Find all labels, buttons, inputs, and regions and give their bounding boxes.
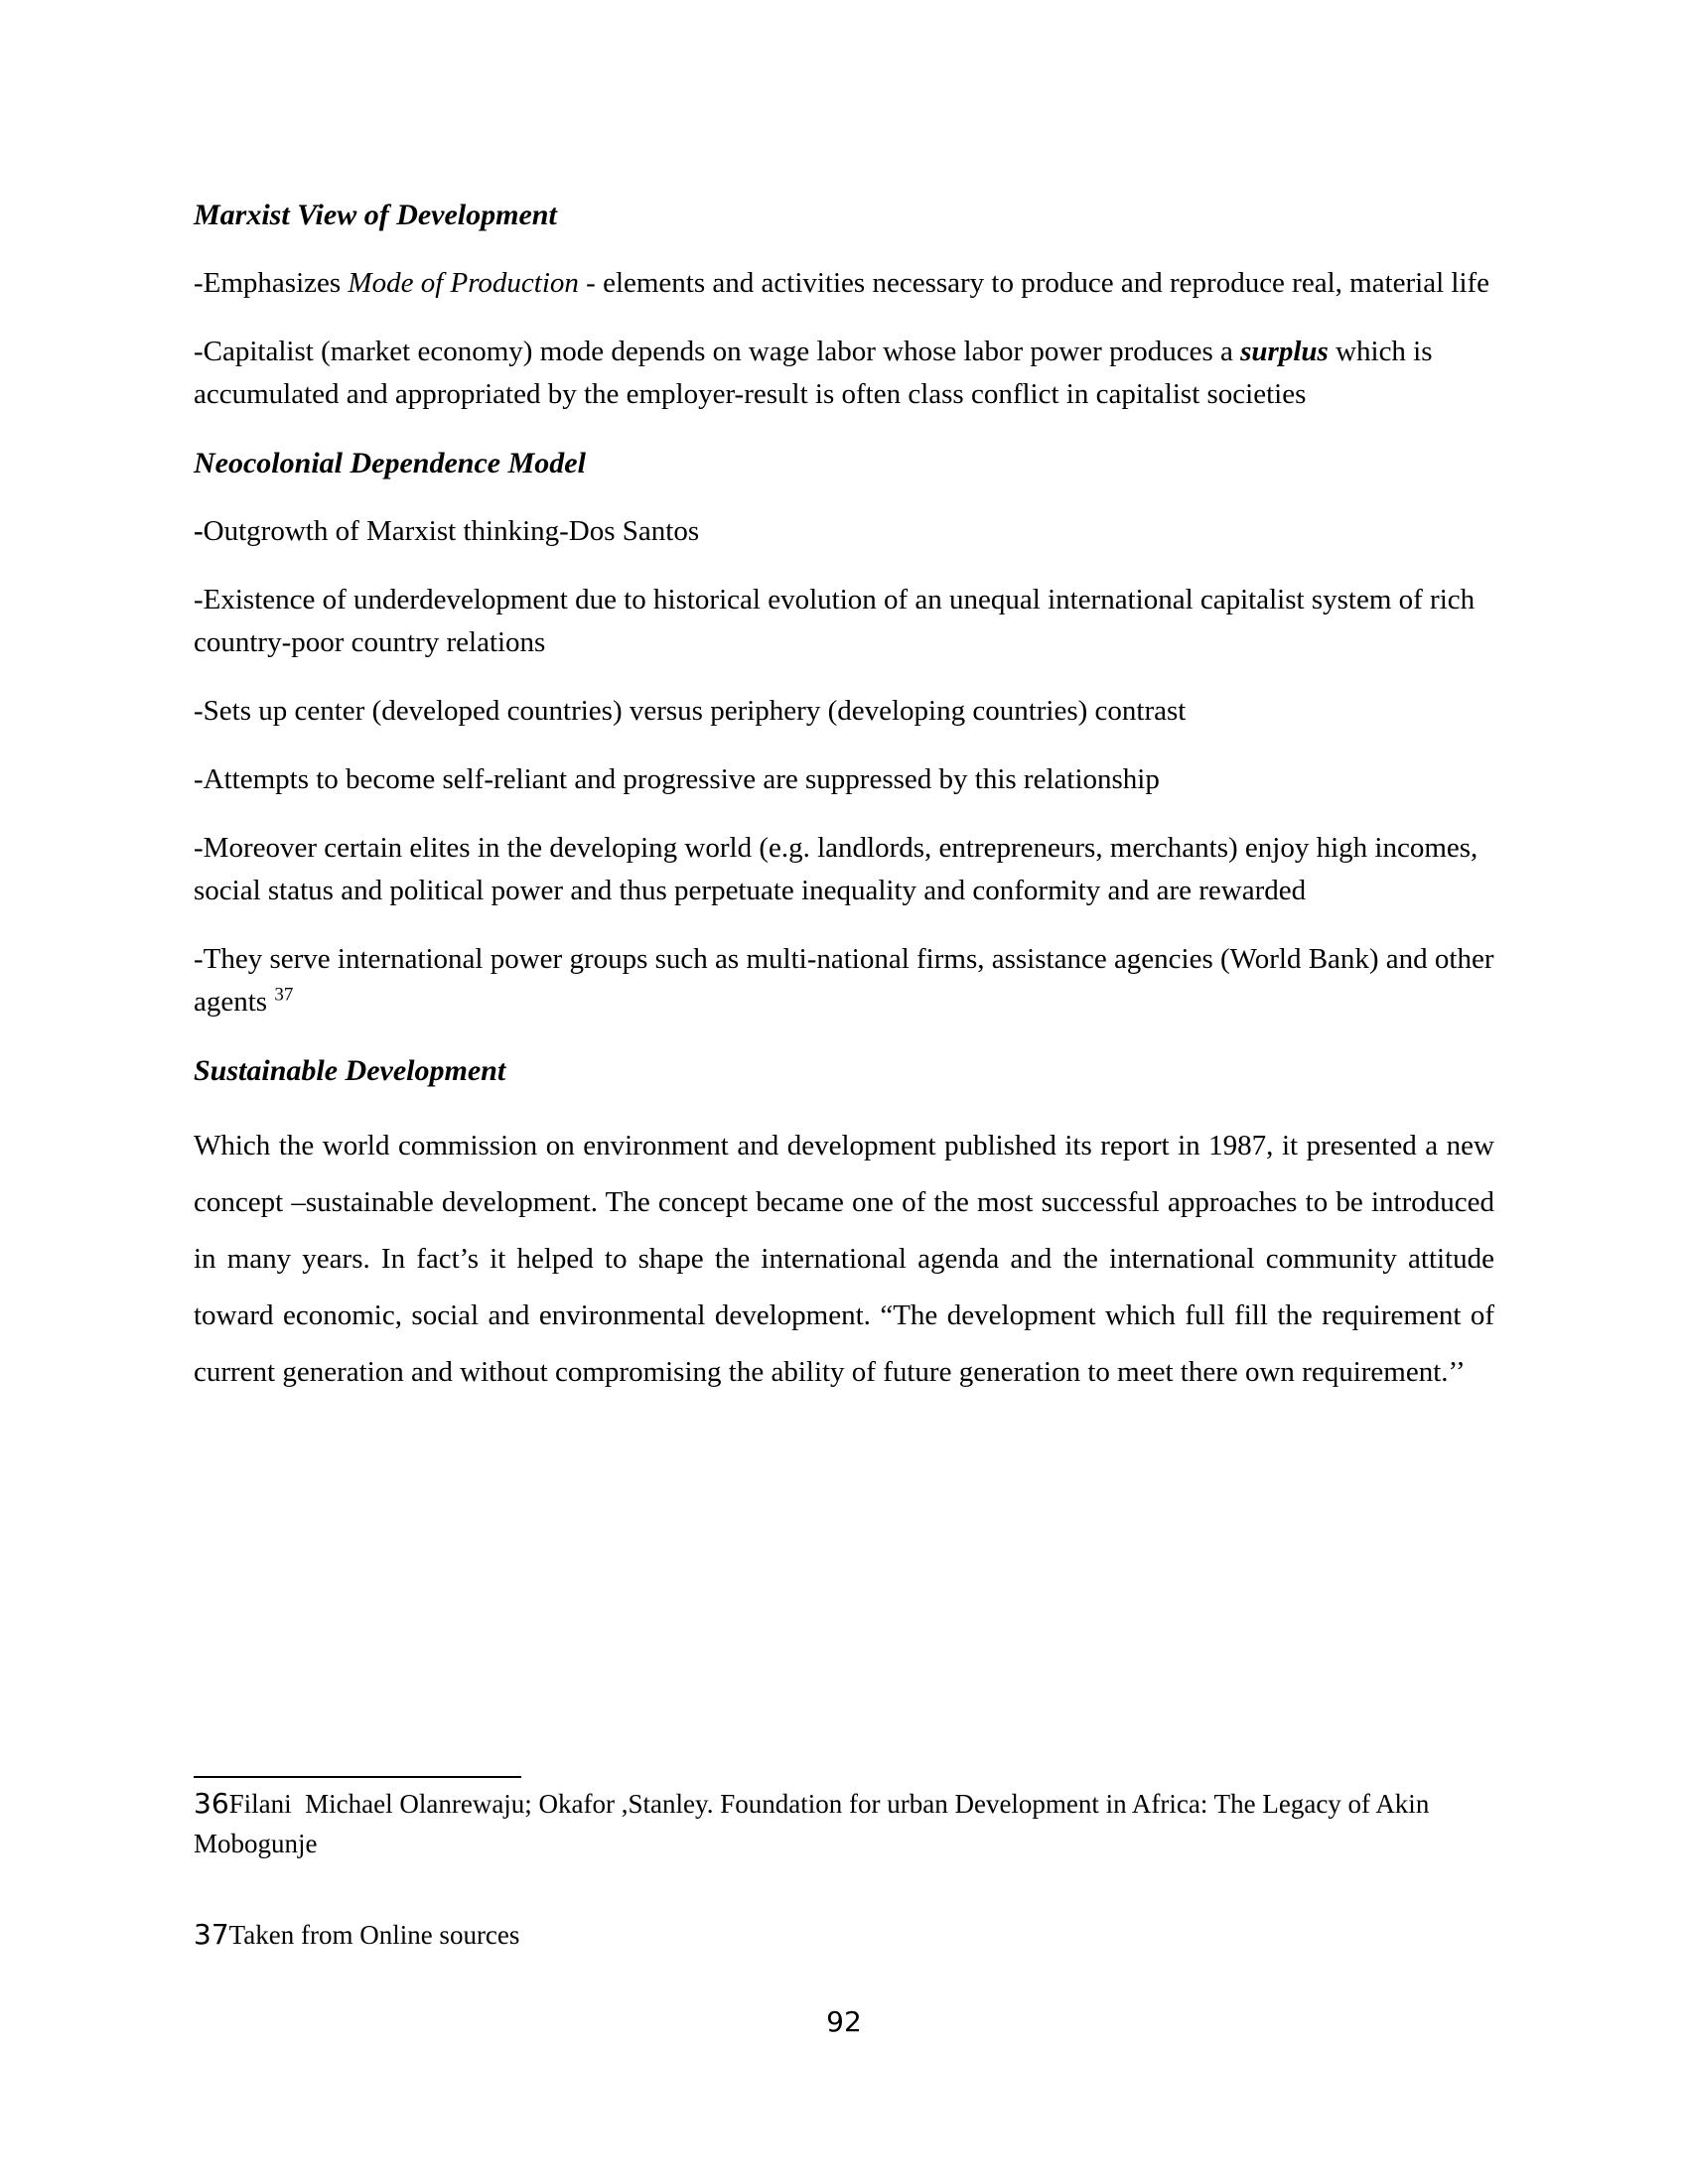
text-run: Mode of Production [348,267,579,299]
paragraph-sets-up-center-periphery [194,690,1494,733]
paragraph-emphasizes-mode-of-production [194,262,1494,305]
footnotes-section [194,1762,1494,1955]
paragraph-existence-of-underdevelopment [194,579,1494,664]
text-run: Which the world commission on environment and development published its report in 1987, it presented a new concept –sustainable development. The concept became one of the most successful approaches to be introduced in many years. In fact’s it helped to shape the international agenda and the international community attitude toward economic, social and environmental development. “The development which full fill the requirement of current generation and without compromising the ability of future generation to meet there own requirement.’’ [194,1130,1494,1388]
footnote-36 [194,1784,1494,1863]
page-number: 92 [826,2005,862,2038]
text-run: - elements and activities necessary to produce and reproduce real, material life [578,267,1490,299]
text-run: -Sets up center (developed countries) versus periphery (developing countries) contrast [194,695,1187,727]
text-run: which is accumulated and appropriated by the employer-result is often class conflict in capitalist societies [194,336,1433,410]
footnote-reference-37: 37 [274,984,294,1006]
text-run: surplus [1240,336,1329,367]
text-run: -Existence of underdevelopment due to historical evolution of an unequal international capitalist system of rich country-poor country relations [194,584,1476,658]
heading-neocolonial-dependence-model: Neocolonial Dependence Model [194,447,586,479]
text-run: -Moreover certain elites in the developing world (e.g. landlords, entrepreneurs, merchants) enjoy high incomes, social status and political power and thus perpetuate inequality and conformity and are rewarded [194,832,1478,906]
footnote-text: Taken from Online sources [228,1920,520,1950]
paragraph-attempts-self-reliant [194,758,1494,801]
text-run: -They serve international power groups such as multi-national firms, assistance agencies (World Bank) and other agents [194,943,1494,1018]
heading-sustainable-development: Sustainable Development [194,1054,506,1087]
text-run: Outgrowth of Marxist thinking-Dos Santos [203,515,700,547]
footnote-number: 37 [194,1918,229,1951]
text-run: -Capitalist (market economy) mode depends on wage labor whose labor power produces a [194,336,1241,367]
heading-marxist-view-of-development: Marxist View of Development [194,199,557,231]
document-body [194,194,1494,1427]
text-run: -Attempts to become self-reliant and progressive are suppressed by this relationship [194,763,1160,795]
paragraph-moreover-certain-elites [194,827,1494,912]
text-run: - [194,515,204,547]
footnote-37 [194,1915,1494,1955]
text-run: -Emphasizes [194,267,349,299]
footnote-text: Filani Michael Olanrewaju; Okafor ,Stanley. Foundation for urban Development in Africa: The Legacy of Akin Mobogunje [194,1789,1437,1858]
paragraph-they-serve-power-groups [194,938,1494,1024]
paragraph-outgrowth-marxist-thinking [194,510,1494,553]
paragraph-capitalist-mode [194,331,1494,416]
footnote-number: 36 [194,1787,229,1820]
footnote-separator-rule [194,1776,521,1778]
paragraph-sustainable-development-body [194,1118,1494,1401]
